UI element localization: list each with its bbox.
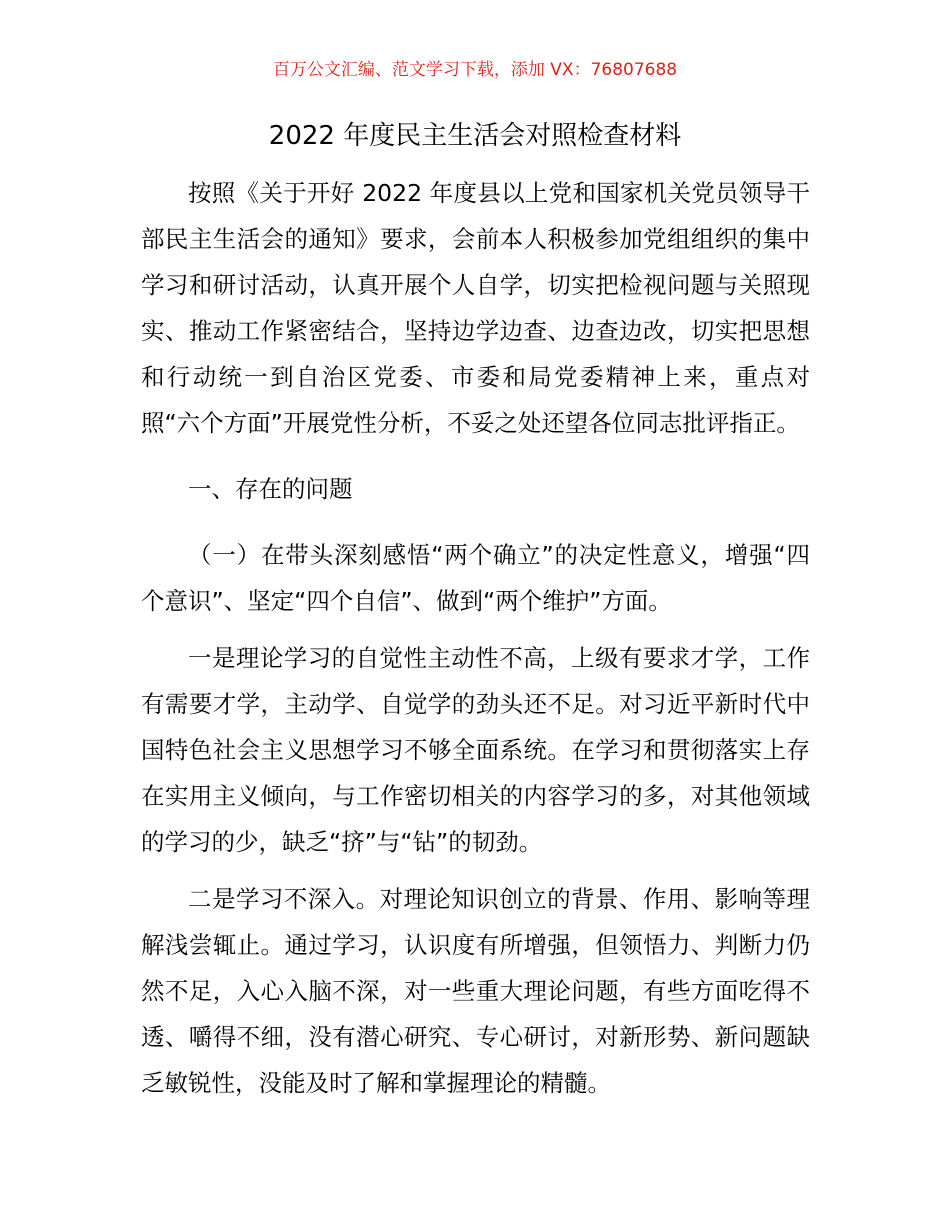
body-paragraph: 二是学习不深入。对理论知识创立的背景、作用、影响等理解浅尝辄止。通过学习，认识度有所增强，但领悟力、判断力仍然不足，入心入脑不深，对一些重大理论问题，有些方面吃得不透、嚼得不细，没有潜心研究、专心研讨，对新形势、新问题缺乏敏锐性，没能及时了解和掌握理论的精髓。 [141,885,810,1097]
section-heading: 一、存在的问题 [188,475,353,503]
document-body [141,170,810,1117]
header-note: 百万公文汇编、范文学习下载，添加 VX：76807688 [272,60,678,80]
subsection-heading: （一）在带头深刻感悟“两个确立”的决定性意义，增强“四个意识”、坚定“四个自信”、做到“两个维护”方面。 [141,541,810,615]
document-title: 2022 年度民主生活会对照检查材料 [268,121,682,151]
body-paragraph: 一是理论学习的自觉性主动性不高，上级有要求才学，工作有需要才学，主动学、自觉学的劲头还不足。对习近平新时代中国特色社会主义思想学习不够全面系统。在学习和贯彻落实上存在实用主义倾向，与工作密切相关的内容学习的多，对其他领域的学习的少，缺乏“挤”与“钻”的韧劲。 [141,644,810,856]
intro-paragraph: 按照《关于开好 2022 年度县以上党和国家机关党员领导干部民主生活会的通知》要求，会前本人积极参加党组组织的集中学习和研讨活动，认真开展个人自学，切实把检视问题与关照现实、推动工作紧密结合，坚持边学边查、边查边改，切实把思想和行动统一到自治区党委、市委和局党委精神上来，重点对照“六个方面”开展党性分析，不妥之处还望各位同志批评指正。 [141,179,810,437]
